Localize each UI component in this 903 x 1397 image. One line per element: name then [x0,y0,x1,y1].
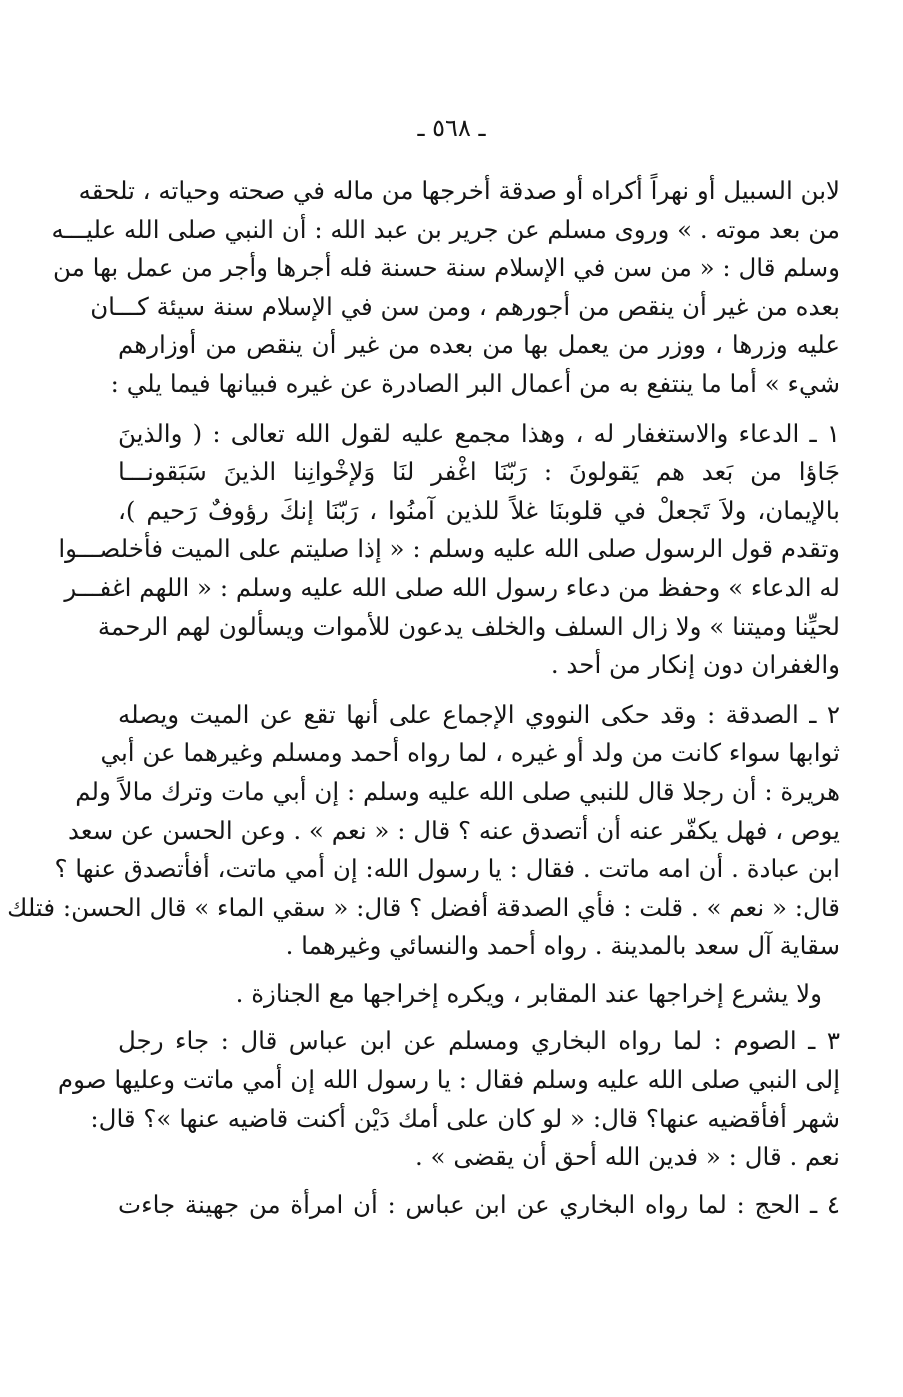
text-line: شهر أفأقضيه عنها؟ قال: « لو كان على أمك دَيْن أكنت قاضيه عنها »؟ قال: [90,1103,840,1133]
paragraph-intro [51,172,840,404]
text-line: نعم . قال : « فدين الله أحق أن يقضى » . [414,1142,840,1172]
text-line: ١ ـ الدعاء والاستغفار له ، وهذا مجمع عليه لقول الله تعالى : ( والذينَ [118,418,840,448]
text-line: جَاؤا من بَعد هم يَقولونَ : رَبّنَا اغْفر لنَا وَلإخْوانِنا الذينَ سَبَقونـــا [118,457,840,487]
paragraph-sawm [57,1022,840,1176]
text-line: عليه وزرها ، ووزر من يعمل بها من بعده من غير أن ينقص من أوزارهم [118,330,840,360]
text-line: هريرة : أن رجلا قال للنبي صلى الله عليه وسلم : إن أبي مات وترك مالاً ولم [75,776,840,806]
paragraph-hajj [118,1186,840,1225]
text-line: سقاية آل سعد بالمدينة . رواه أحمد والنسائي وغيرهما . [285,931,840,961]
paragraph-dua [58,415,840,685]
text-line: ٣ ـ الصوم : لما رواه البخاري ومسلم عن ابن عباس قال : جاء رجل [118,1026,840,1056]
text-line: بالإيمان، ولاَ تَجعلْ في قلوبنَا غلاً للذين آمنُوا ، رَبّنَا إنكَ رؤوفٌ رَحيم )، [118,495,840,525]
text-line: له الدعاء » وحفظ من دعاء رسول الله صلى الله عليه وسلم : « اللهم اغفـــر [64,572,840,602]
text-line: يوص ، فهل يكفّر عنه أن أتصدق عنه ؟ قال : « نعم » . وعن الحسن عن سعد [68,815,840,845]
text-line: قال: « نعم » . قلت : فأي الصدقة أفضل ؟ قال: « سقي الماء » قال الحسن: فتلك [7,892,840,922]
text-line: لابن السبيل أو نهراً أكراه أو صدقة أخرجها من ماله في صحته وحياته ، تلحقه [78,176,840,205]
text-line: ٢ ـ الصدقة : وقد حكى النووي الإجماع على أنها تقع عن الميت ويصله [118,699,840,729]
text-line: وسلم قال : « من سن في الإسلام سنة حسنة فله أجرها وأجر من عمل بها من [53,253,840,283]
page-number: ـ ٥٦٨ ـ [417,114,486,142]
text-line: ثوابها سواء كانت من ولد أو غيره ، لما رواه أحمد ومسلم وغيرهما عن أبي [100,738,840,768]
text-line: ٤ ـ الحج : لما رواه البخاري عن ابن عباس : أن امرأة من جهينة جاءت [118,1189,840,1219]
text-line: وتقدم قول الرسول صلى الله عليه وسلم : « إذا صليتم على الميت فأخلصـــوا [58,534,840,564]
text-line: والغفران دون إنكار من أحد . [550,650,840,680]
text-line: ولا يشرع إخراجها عند المقابر ، ويكره إخراجها مع الجنازة . [235,978,822,1008]
text-line: ابن عبادة . أن امه ماتت . فقال : يا رسول الله: إن أمي ماتت، أفأتصدق عنها ؟ [54,854,840,884]
page-body [7,172,840,1224]
text-line: بعده من غير أن ينقص من أجورهم ، ومن سن في الإسلام سنة سيئة كـــان [90,291,840,321]
text-line: إلى النبي صلى الله عليه وسلم فقال : يا رسول الله إن أمي ماتت وعليها صوم [57,1065,840,1095]
text-line: لحيِّنا وميتنا » ولا زال السلف والخلف يدعون للأموات ويسألون لهم الرحمة [97,611,840,641]
paragraph-sadaqa [7,696,840,966]
text-line: شيء » أما ما ينتفع به من أعمال البر الصادرة عن غيره فبيانها فيما يلي : [110,368,840,398]
text-line: من بعد موته . » وروى مسلم عن جرير بن عبد الله : أن النبي صلى الله عليـــه [51,214,840,244]
paragraph-note [118,975,840,1014]
